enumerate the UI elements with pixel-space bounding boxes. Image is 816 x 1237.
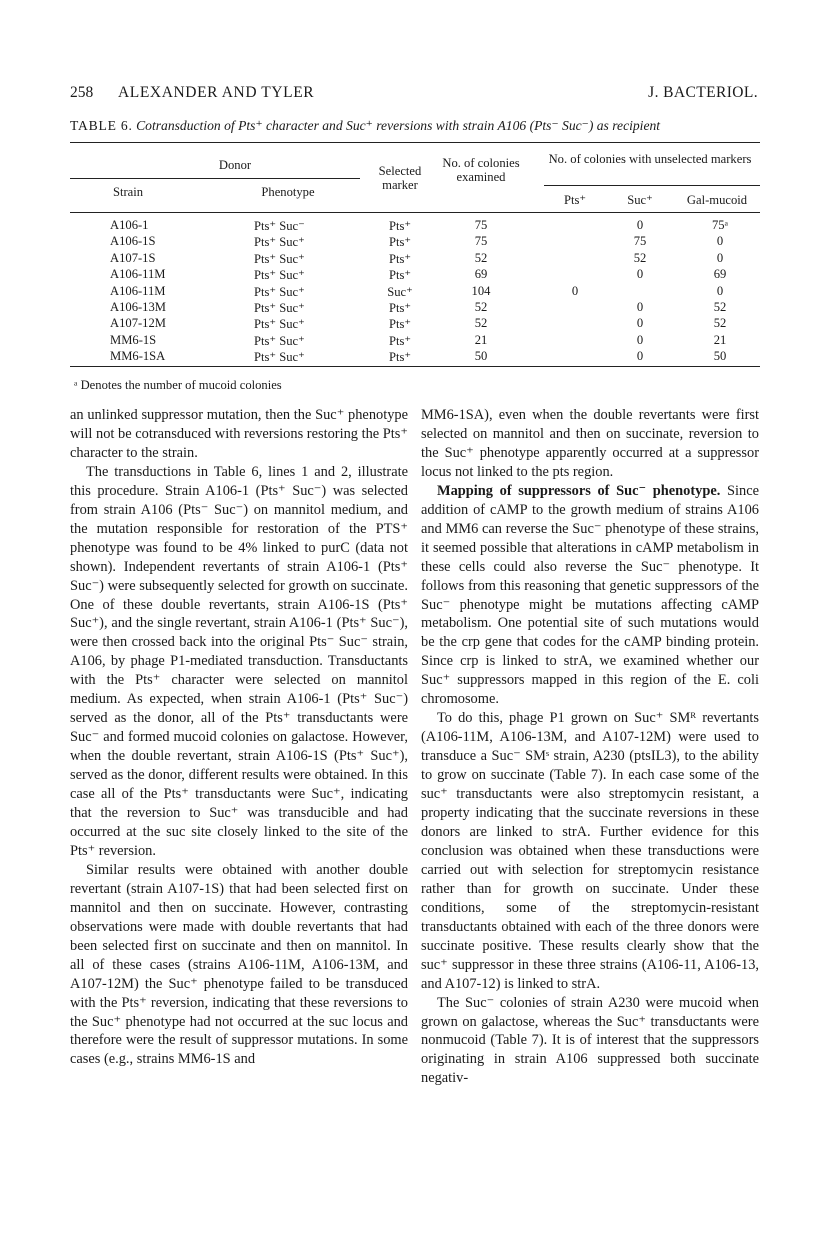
cell-gal: 75ᵃ: [711, 218, 729, 232]
cell-marker: Pts⁺: [388, 333, 412, 348]
table-bottom-rule: [70, 366, 760, 367]
left-column: [70, 406, 408, 1069]
cell-phenotype: Pts⁺ Suc⁺: [254, 251, 305, 266]
cell-examined: 21: [474, 332, 488, 347]
cell-phenotype: Pts⁺ Suc⁺: [254, 268, 305, 283]
cell-pts: 0: [571, 283, 579, 298]
running-authors: ALEXANDER AND TYLER: [118, 84, 315, 101]
cell-suc: 52: [633, 250, 647, 265]
cell-examined: 52: [474, 250, 488, 265]
cell-phenotype: Pts⁺ Suc⁺: [254, 317, 305, 332]
right-column: [421, 406, 759, 1088]
header-donor: Donor: [218, 158, 252, 172]
cell-phenotype: Pts⁺ Suc⁺: [254, 235, 305, 250]
cell-examined: 52: [474, 300, 488, 314]
paragraph: an unlinked suppressor mutation, then the Suc⁺ phenotype will not be cotransduced with reversions restoring the Pts⁺ character to the strain.: [70, 407, 408, 461]
cell-strain: A107-1S: [110, 250, 156, 265]
header-selected-marker: Selected marker: [378, 164, 422, 192]
header-pts: Pts⁺: [563, 193, 587, 207]
cell-examined: 104: [471, 283, 491, 298]
cell-strain: A106-11M: [110, 283, 166, 298]
cell-marker: Suc⁺: [387, 284, 413, 299]
cell-gal: 50: [713, 349, 727, 364]
paragraph: Similar results were obtained with another double revertant (strain A107-1S) that had been selected first on mannitol and then on succinate. However, contrasting observations were made with double revertants that had been selected first on succinate and then on mannitol. In all of these cases (strains A106-11M, A106-13M, and A107-12M) the Suc⁺ phenotype failed to be transduced with the Pts⁺ reversion, indicating that these reversions to the Suc⁺ phenotype had not occurred at the suc locus and therefore were the result of suppressor mutations. In some cases (e.g., strains MM6-1S and: [70, 861, 408, 1068]
cell-suc: 0: [636, 300, 644, 314]
header-bottom-rule: [70, 212, 760, 213]
table-caption: [70, 118, 770, 134]
journal-name: J. BACTERIOL.: [648, 84, 758, 101]
cell-phenotype: Pts⁺ Suc⁺: [254, 333, 305, 348]
cell-suc: 75: [633, 234, 647, 249]
cell-suc: 0: [636, 332, 644, 347]
cell-marker: Pts⁺: [388, 251, 412, 266]
cell-strain: A106-1S: [110, 234, 156, 249]
cell-examined: 52: [474, 316, 488, 331]
cell-examined: 69: [474, 267, 488, 282]
cell-phenotype: Pts⁺ Suc⁻: [254, 219, 305, 233]
cell-gal: 0: [716, 234, 724, 249]
cell-suc: 0: [636, 218, 644, 232]
cell-strain: MM6-1S: [110, 332, 157, 347]
cell-phenotype: Pts⁺ Suc⁺: [254, 284, 305, 299]
header-unselected-markers: No. of colonies with unselected markers: [548, 152, 752, 166]
cell-strain: A106-1: [110, 218, 149, 232]
cell-gal: 69: [713, 267, 727, 282]
paragraph: The transductions in Table 6, lines 1 and 2, illustrate this procedure. Strain A106-1 (Pts⁺ Suc⁻) was selected from strain A106 (Pts⁻ Suc⁻) on mannitol medium, and the mutation responsible for restoration of the PTS⁺ phenotype was found to be 4% linked to purC (data not shown). Independent revertants of strain A106-1 (Pts⁺ Suc⁻) were subsequently selected for growth on succinate. One of these double revertants, strain A106-1S (Pts⁺ Suc⁺), and the single revertant, strain A106-1 (Pts⁺ Suc⁻), were then crossed back into the original Pts⁻ Suc⁻ strain, A106, by phage P1-mediated transduction. Transductants with the Pts⁺ character were selected on mannitol medium. As expected, when strain A106-1 (Pts⁺ Suc⁻) served as the donor, all of the Pts⁺ transductants were Suc⁻ and formed mucoid colonies on galactose. However, when the double revertant, strain A106-1S (Pts⁺ Suc⁺), served as the donor, different results were obtained. In this case all of the Pts⁺ transductants were Suc⁺, indicating that the reversion to Suc⁺ was transducible and had occurred at the suc site closely linked to the site of the Pts⁺ reversion.: [70, 463, 408, 859]
cell-phenotype: Pts⁺ Suc⁺: [254, 350, 305, 365]
cell-marker: Pts⁺: [388, 301, 412, 315]
cell-gal: 0: [716, 250, 724, 265]
cell-marker: Pts⁺: [388, 317, 412, 332]
cell-strain: MM6-1SA: [110, 349, 166, 364]
cell-strain: A107-12M: [110, 316, 166, 331]
cell-suc: 0: [636, 316, 644, 331]
paragraph: The Suc⁻ colonies of strain A230 were mucoid when grown on galactose, whereas the Suc⁺ transductants were nonmucoid (Table 7). It is of interest that the suppressors originating in strain A106 suppressed both succinate negativ-: [421, 994, 759, 1087]
header-strain: Strain: [112, 185, 144, 199]
cell-suc: 0: [636, 349, 644, 364]
cell-examined: 75: [474, 218, 488, 232]
cell-strain: A106-13M: [110, 300, 166, 314]
cell-examined: 75: [474, 234, 488, 249]
unselected-rule: [544, 185, 760, 186]
donor-rule: [70, 178, 360, 179]
header-gal-mucoid: Gal-mucoid: [686, 193, 748, 207]
section-heading: Mapping of suppressors of Suc⁻ phenotype.: [437, 482, 721, 499]
header-phenotype: Phenotype: [261, 185, 315, 199]
header-suc: Suc⁺: [627, 193, 653, 207]
page-number: 258: [70, 84, 94, 101]
cell-marker: Pts⁺: [388, 350, 412, 365]
cell-gal: 52: [713, 300, 727, 314]
cell-examined: 50: [474, 349, 488, 364]
table-top-rule: [70, 142, 760, 143]
table-footnote: ᵃ Denotes the number of mucoid colonies: [74, 378, 282, 392]
cell-marker: Pts⁺: [388, 268, 412, 283]
page-header: [70, 84, 758, 106]
cell-gal: 21: [713, 332, 727, 347]
cell-phenotype: Pts⁺ Suc⁺: [254, 301, 305, 315]
paragraph-text: Since addition of cAMP to the growth medium of strains A106 and MM6 can reverse the Suc⁻ phenotype of these strains, it seemed possible that alterations in cAMP metabolism in these cells could also reverse the Suc⁻ phenotype. It follows from this reasoning that genetic suppressors of the Suc⁻ phenotype might be mutations affecting cAMP metabolism. One potential site of such mutations would be the crp gene that codes for the cAMP binding protein. Since crp is linked to strA, we examined whether our Suc⁺ suppressors mapped in this region of the E. coli chromosome.: [421, 482, 759, 708]
table-title: Cotransduction of Pts⁺ character and Suc⁺ reversions with strain A106 (Pts⁻ Suc⁻) as recipient: [136, 118, 661, 133]
cell-gal: 52: [713, 316, 727, 331]
cell-suc: 0: [636, 267, 644, 282]
table-label: TABLE 6.: [70, 118, 133, 133]
paragraph: To do this, phage P1 grown on Suc⁺ SMᴿ revertants (A106-11M, A106-13M, and A107-12M) were used to transduce a Suc⁻ SMˢ strain, A230 (ptsIL3), to the ability to grow on succinate (Table 7). In each case some of the suc⁺ transductants were also streptomycin resistant, a property indicating that the succinate reversions in these donors are linked to strA. Further evidence for this conclusion was obtained when these transductions were carried out with selection for streptomycin resistance rather than for growth on succinate. Under these conditions, some of the streptomycin-resistant transductants obtained with each of the three donors were succinate positive. These results clearly show that the suc⁺ suppressor in these three strains (A106-11, A106-13, and A107-12) is linked to strA.: [421, 710, 759, 992]
cell-marker: Pts⁺: [388, 219, 412, 233]
cell-strain: A106-11M: [110, 267, 166, 282]
header-colonies-examined: No. of colonies examined: [442, 156, 520, 184]
cell-marker: Pts⁺: [388, 235, 412, 250]
paragraph: MM6-1SA), even when the double revertants were first selected on mannitol and then on succinate, reversion to the Suc⁺ phenotype apparently occurred at a suppressor locus not linked to the pts region.: [421, 407, 759, 480]
cell-gal: 0: [716, 283, 724, 298]
